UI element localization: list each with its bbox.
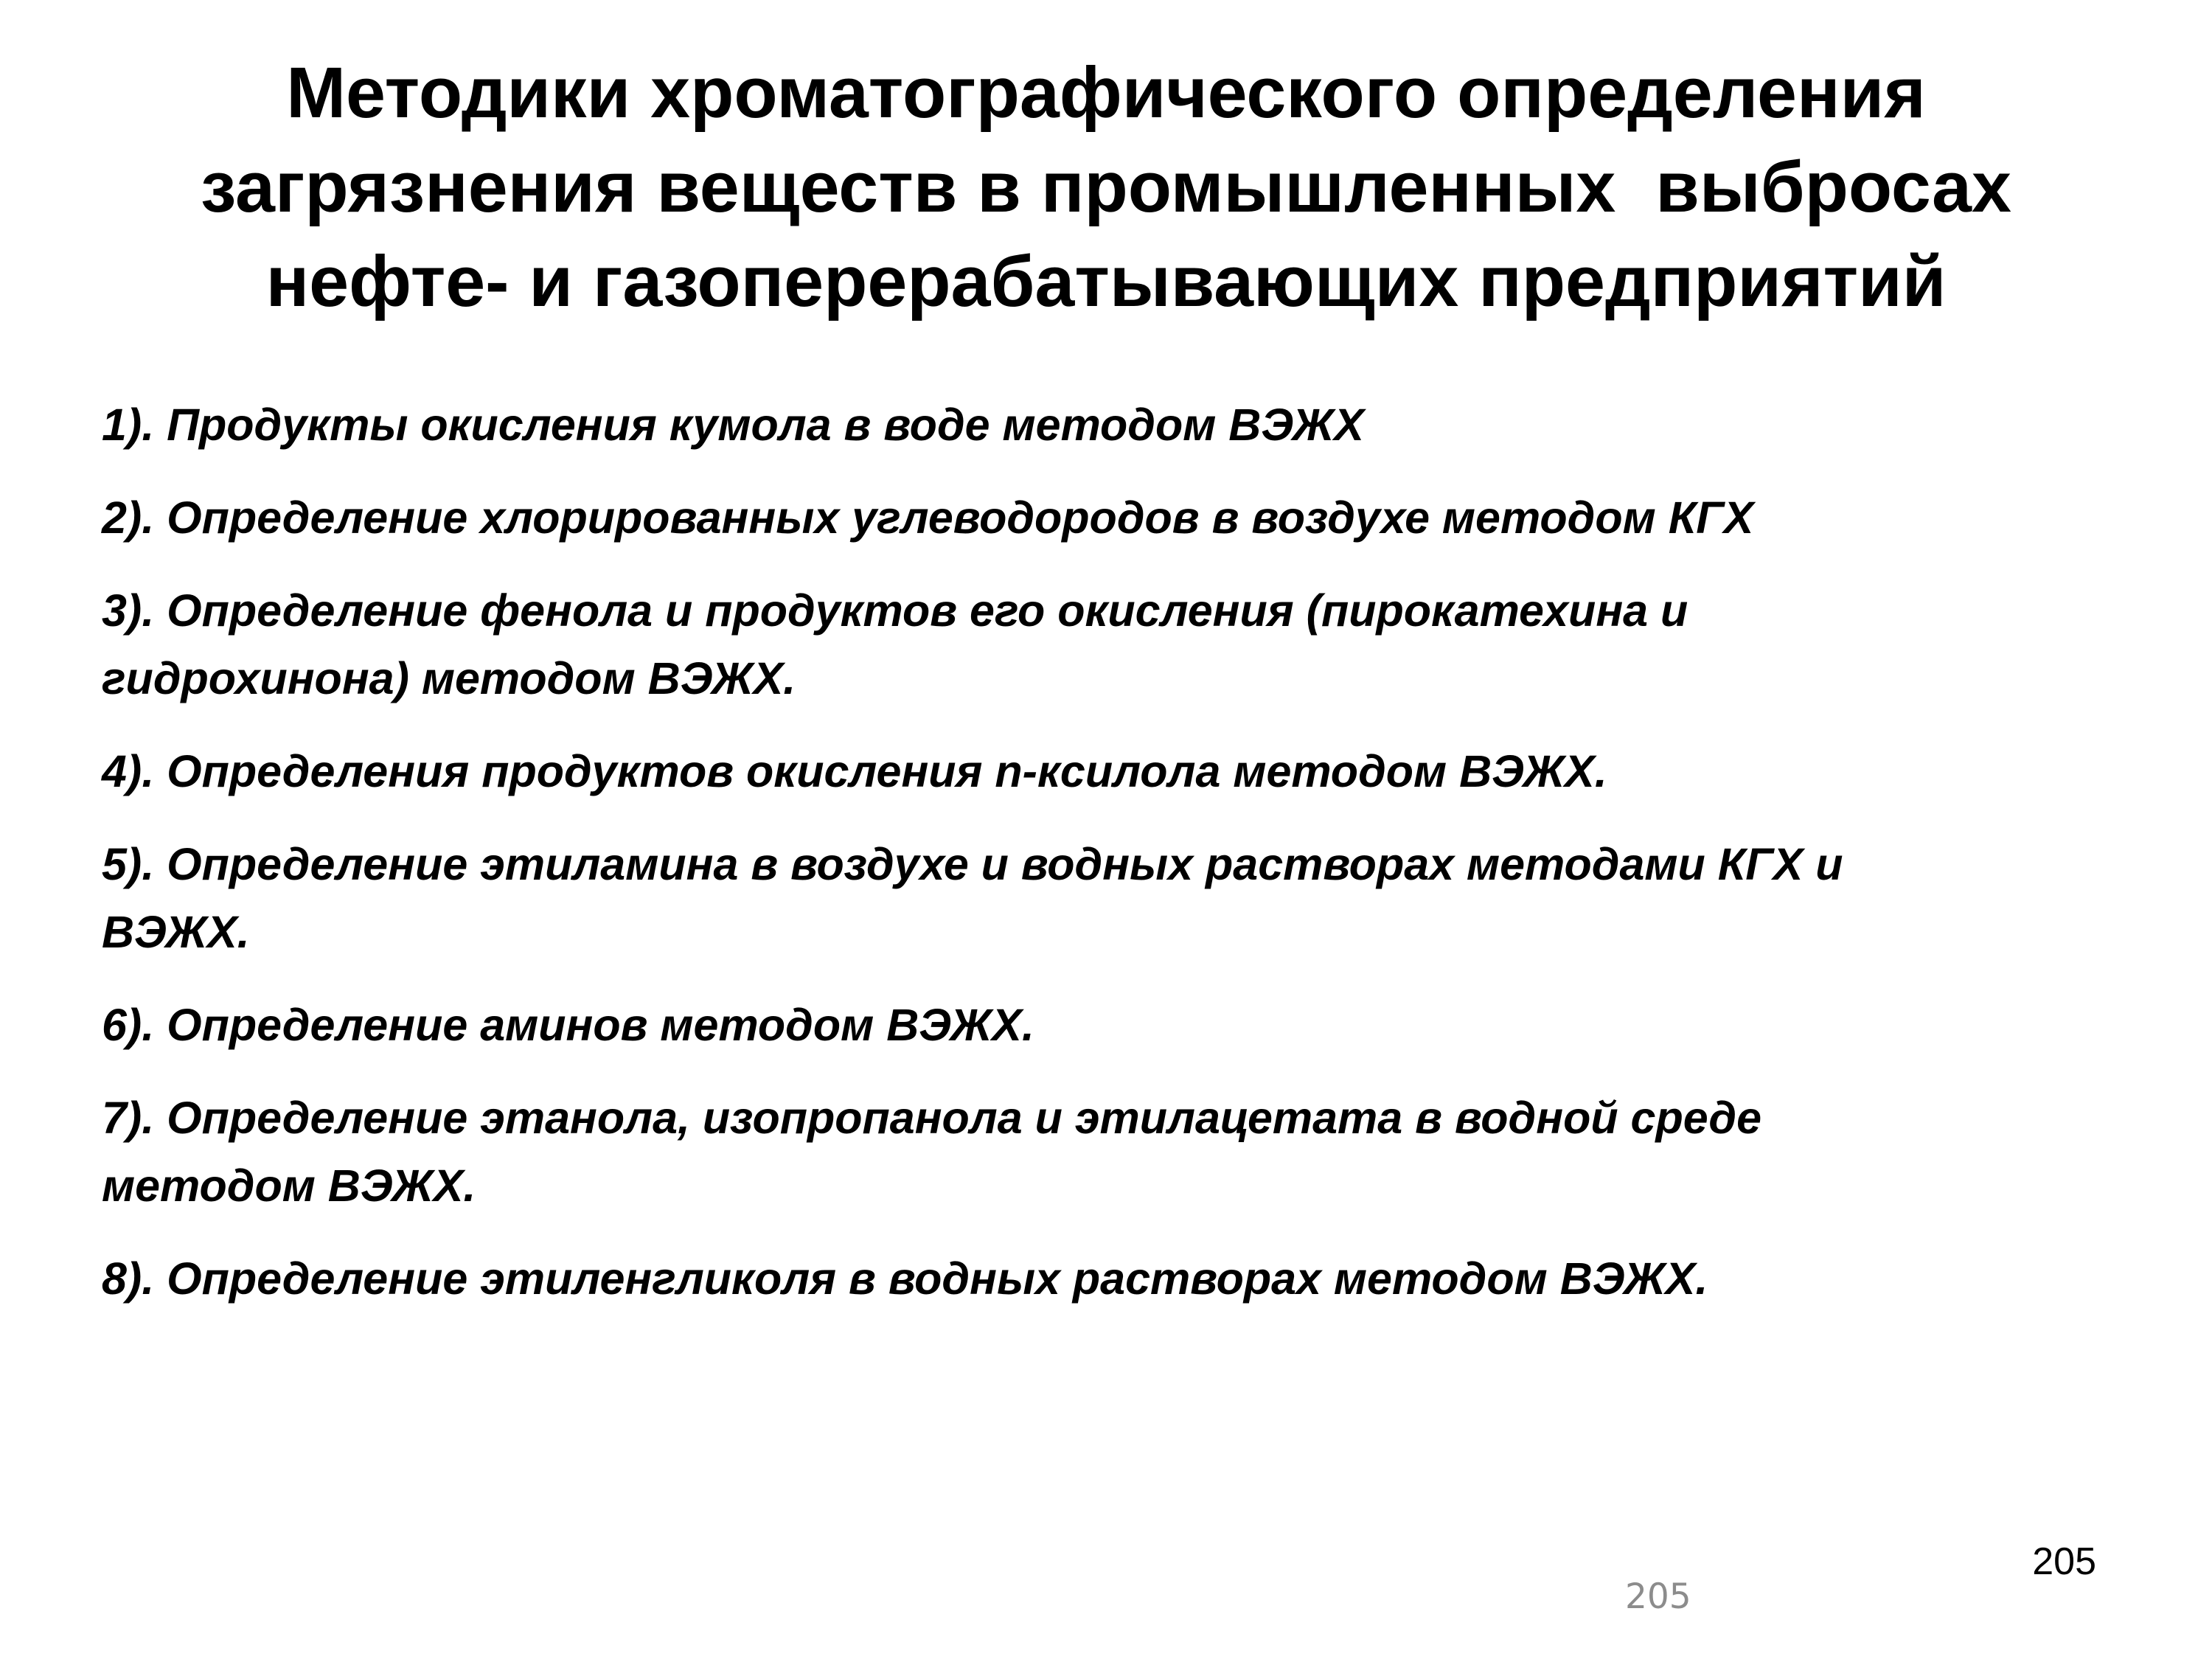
method-item-text: ВЭЖХ.	[102, 907, 250, 957]
method-item-text: 8). Определение этиленгликоля в водных растворах методом ВЭЖХ.	[102, 1253, 1708, 1304]
method-item-text: 7). Определение этанола, изопропанола и этилацетата в водной среде	[102, 1093, 1762, 1143]
method-item-text: 2). Определение хлорированных углеводородов в воздухе методом КГХ	[102, 493, 1754, 543]
method-item-text: гидрохинона) методом ВЭЖХ.	[102, 653, 796, 703]
title-line: Методики хроматографического определения	[286, 52, 1926, 133]
method-item	[102, 1084, 2107, 1220]
method-item	[102, 830, 2107, 966]
method-item	[102, 391, 2107, 459]
method-item-text: 4). Определения продуктов окисления n-ксилола методом ВЭЖХ.	[102, 746, 1607, 796]
title-line: нефте- и газоперерабатывающих предприятий	[265, 241, 1947, 321]
method-item-text: 5). Определение этиламина в воздухе и водных растворах методами КГХ и	[102, 839, 1843, 889]
method-item	[102, 484, 2107, 552]
slide-title	[103, 46, 2109, 329]
method-item-text: 6). Определение аминов методом ВЭЖХ.	[102, 1000, 1034, 1050]
page-number: 205	[2032, 1540, 2096, 1583]
method-list	[102, 391, 2107, 1338]
method-item-text: 1). Продукты окисления кумола в воде методом ВЭЖХ	[102, 400, 1364, 450]
method-item	[102, 1245, 2107, 1312]
method-item-text: 3). Определение фенола и продуктов его окисления (пирокатехина и	[102, 585, 1688, 636]
method-item	[102, 577, 2107, 712]
method-item	[102, 737, 2107, 805]
title-line: загрязнения веществ в промышленных выбросах	[201, 147, 2011, 227]
method-item-text: методом ВЭЖХ.	[102, 1161, 476, 1211]
method-item	[102, 991, 2107, 1059]
footer-page-number: 205	[1625, 1576, 1691, 1617]
